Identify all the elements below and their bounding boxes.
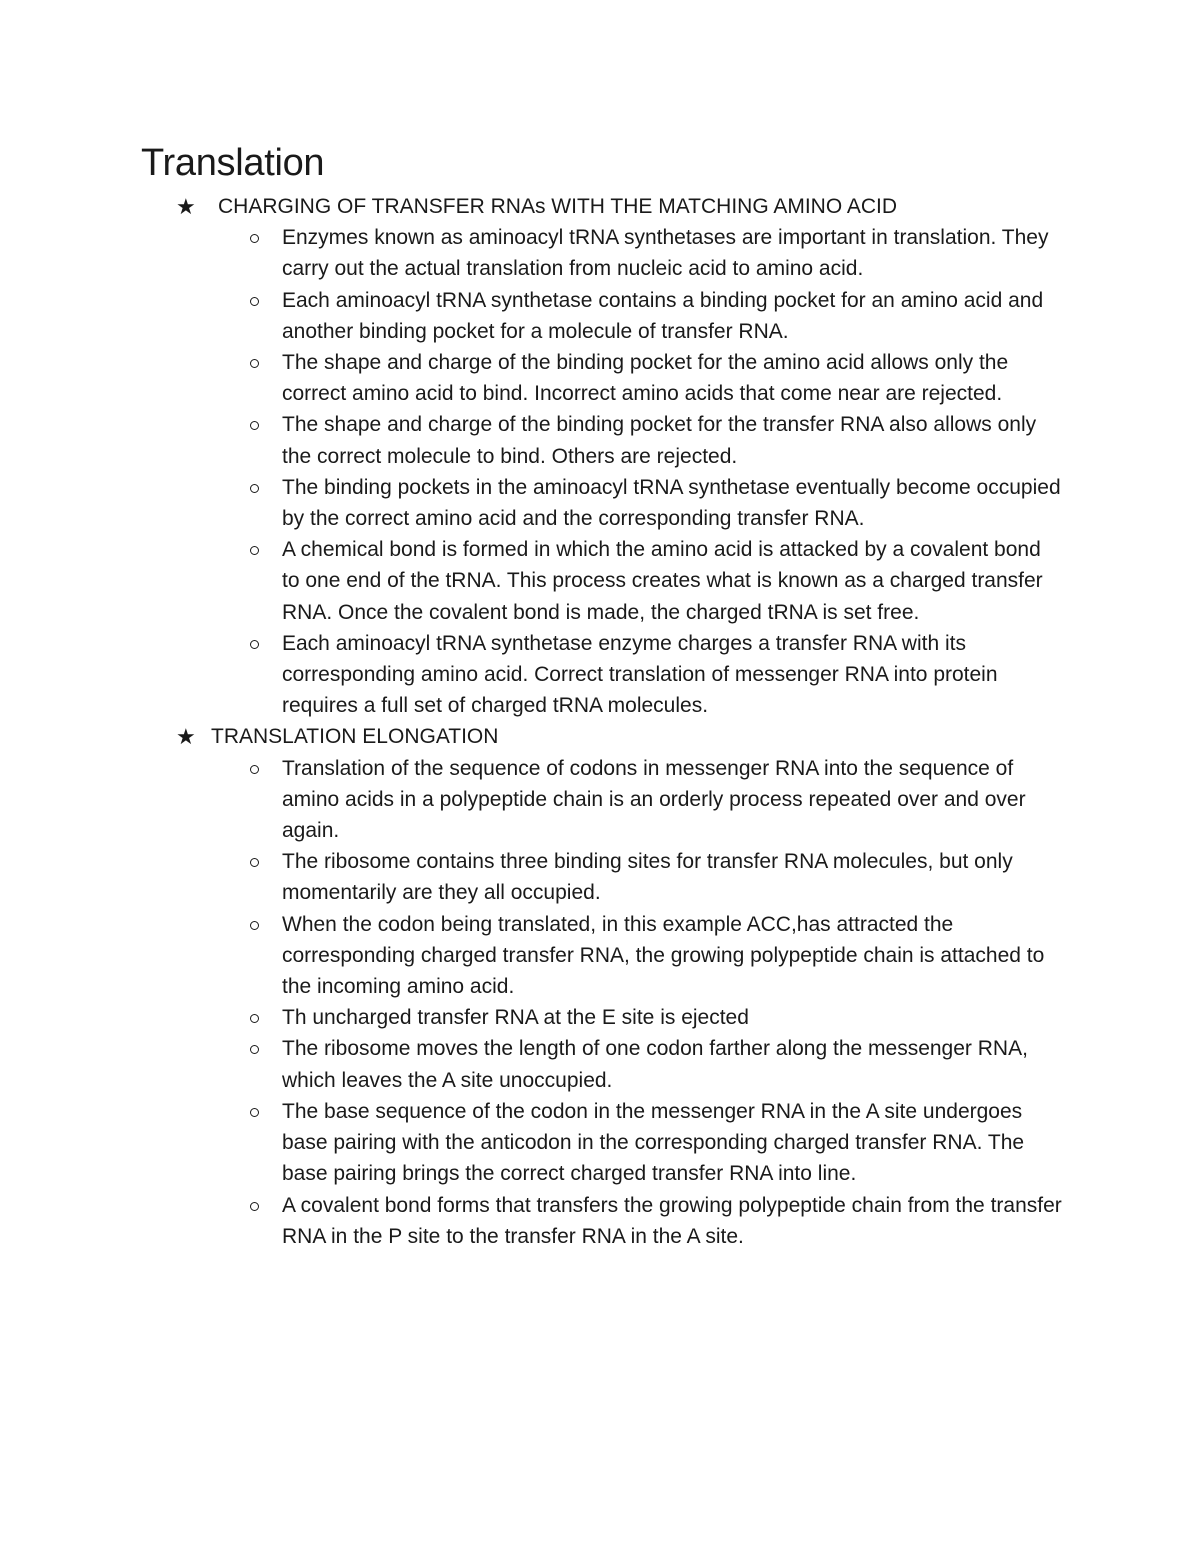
circle-bullet-icon <box>250 1045 259 1054</box>
circle-bullet-icon <box>250 1108 259 1117</box>
section-elongation <box>0 721 1200 1251</box>
circle-bullet-icon <box>250 1014 259 1023</box>
list-item: A chemical bond is formed in which the amino acid is attacked by a covalent bond to one end of the tRNA. This process creates what is known as a charged transfer RNA. Once the covalent bond is made, the charged tRNA is set free. <box>0 534 1200 628</box>
list-item: The binding pockets in the aminoacyl tRNA synthetase eventually become occupied by the correct amino acid and the corresponding transfer RNA. <box>0 472 1200 534</box>
list-item: The ribosome contains three binding sites for transfer RNA molecules, but only momentarily are they all occupied. <box>0 846 1200 908</box>
list-item: The ribosome moves the length of one codon farther along the messenger RNA, which leaves the A site unoccupied. <box>0 1033 1200 1095</box>
list-item: Th uncharged transfer RNA at the E site is ejected <box>0 1002 1200 1033</box>
list-item: The shape and charge of the binding pocket for the transfer RNA also allows only the correct molecule to bind. Others are rejected. <box>0 409 1200 471</box>
outline-list <box>0 191 1200 1252</box>
list-item: Each aminoacyl tRNA synthetase contains a binding pocket for an amino acid and another binding pocket for a molecule of transfer RNA. <box>0 285 1200 347</box>
list-item: Enzymes known as aminoacyl tRNA synthetases are important in translation. They carry out the actual translation from nucleic acid to amino acid. <box>0 222 1200 284</box>
page-title: Translation <box>141 142 325 184</box>
star-bullet-icon: ★ <box>176 194 196 219</box>
circle-bullet-icon <box>250 359 259 368</box>
circle-bullet-icon <box>250 234 259 243</box>
circle-bullet-icon <box>250 765 259 774</box>
section-heading-text: TRANSLATION ELONGATION <box>211 725 499 749</box>
section-charging <box>0 191 1200 721</box>
section-heading <box>0 721 1200 752</box>
list-item: A covalent bond forms that transfers the growing polypeptide chain from the transfer RNA in the P site to the transfer RNA in the A site. <box>0 1190 1200 1252</box>
list-item: Translation of the sequence of codons in messenger RNA into the sequence of amino acids in a polypeptide chain is an orderly process repeated over and over again. <box>0 753 1200 847</box>
list-item: Each aminoacyl tRNA synthetase enzyme charges a transfer RNA with its corresponding amino acid. Correct translation of messenger RNA into protein requires a full set of charged tRNA molecules. <box>0 628 1200 722</box>
section-heading <box>0 191 1200 222</box>
list-item: When the codon being translated, in this example ACC,has attracted the corresponding charged transfer RNA, the growing polypeptide chain is attached to the incoming amino acid. <box>0 909 1200 1003</box>
circle-bullet-icon <box>250 297 259 306</box>
circle-bullet-icon <box>250 640 259 649</box>
sub-list <box>0 753 1200 1252</box>
circle-bullet-icon <box>250 858 259 867</box>
list-item: The shape and charge of the binding pocket for the amino acid allows only the correct amino acid to bind. Incorrect amino acids that come near are rejected. <box>0 347 1200 409</box>
circle-bullet-icon <box>250 1202 259 1211</box>
list-item: The base sequence of the codon in the messenger RNA in the A site undergoes base pairing with the anticodon in the corresponding charged transfer RNA. The base pairing brings the correct charged transfer RNA into line. <box>0 1096 1200 1190</box>
circle-bullet-icon <box>250 546 259 555</box>
circle-bullet-icon <box>250 921 259 930</box>
circle-bullet-icon <box>250 421 259 430</box>
section-heading-text: CHARGING OF TRANSFER RNAs WITH THE MATCHING AMINO ACID <box>218 195 898 218</box>
circle-bullet-icon <box>250 484 259 493</box>
star-bullet-icon: ★ <box>176 724 196 750</box>
sub-list <box>0 222 1200 721</box>
